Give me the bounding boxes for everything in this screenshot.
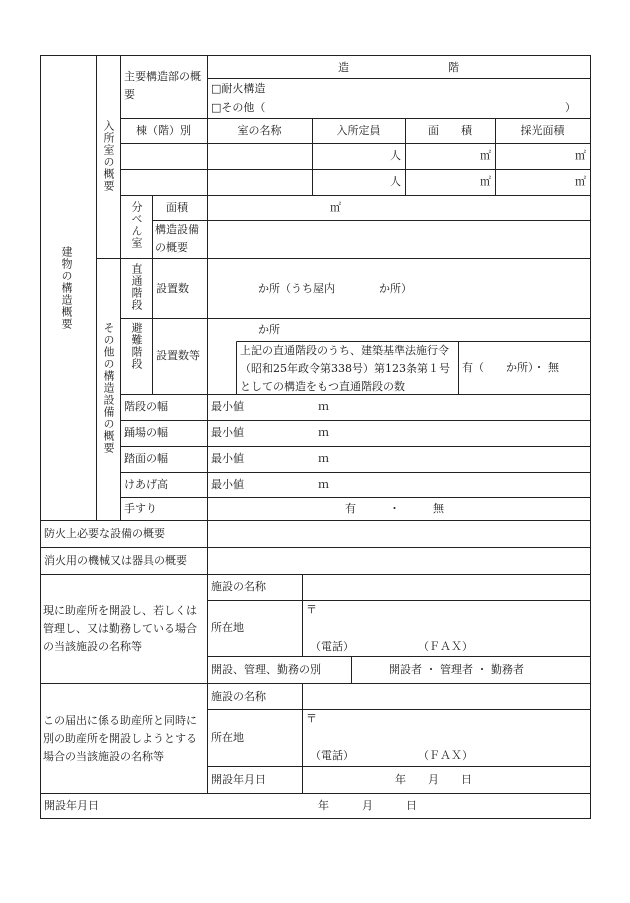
current-facility-postal-mark: 〒 xyxy=(306,603,317,616)
current-facility-label: 現に助産所を開設し、若しくは管理し、又は勤務している場合の当該施設の名称等 xyxy=(43,604,197,653)
room-row-1-area-unit: ㎡ xyxy=(480,149,491,162)
structure-floors-text: 造 階 xyxy=(338,61,459,74)
additional-facility-label: この届出に係る助産所と同時に別の助産所を開設しようとする場合の当該施設の名称等 xyxy=(43,714,197,763)
additional-facility-phone-label: （電話） xyxy=(310,749,354,762)
stair-width-unit: ｍ xyxy=(318,400,329,413)
room-row-2-capacity-unit: 人 xyxy=(390,175,401,188)
tread-width-prefix: 最小値 xyxy=(211,452,244,465)
other-structure-close-paren: ） xyxy=(565,101,576,114)
evac-note: 上記の直通階段のうち、建築基準法施行令（昭和25年政令第338号）第123条第１号としての構造をもつ直通階段の数 xyxy=(240,344,450,393)
delivery-facility-label: 構造設備の概要 xyxy=(155,223,199,254)
tread-width-label: 踏面の幅 xyxy=(124,452,168,465)
current-facility-address-label: 所在地 xyxy=(211,621,244,634)
stair-width-prefix: 最小値 xyxy=(211,400,244,413)
stair-width-label: 階段の幅 xyxy=(124,400,168,413)
room-row-2-area-unit: ㎡ xyxy=(480,175,491,188)
current-facility-phone-label: （電話） xyxy=(310,640,354,653)
current-facility-role-label: 開設、管理、勤務の別 xyxy=(211,663,321,676)
evac-exist-value: 有（ か所）・ 無 xyxy=(462,361,559,374)
current-facility-role-value[interactable]: 開設者 ・ 管理者 ・ 勤務者 xyxy=(389,663,524,676)
direct-count-label: 設置数 xyxy=(156,282,189,295)
fire-equipment-label: 防火上必要な設備の概要 xyxy=(44,527,165,540)
extinguisher-label: 消火用の機械又は器具の概要 xyxy=(44,554,187,567)
handrail-label: 手すり xyxy=(124,502,157,515)
additional-facility-postal-mark: 〒 xyxy=(306,712,317,725)
room-row-1-light-unit: ㎡ xyxy=(575,149,586,162)
room-header-light-area: 採光面積 xyxy=(520,124,565,137)
opening-date-value: 年 月 日 xyxy=(318,799,417,812)
additional-facility-date-value: 年 月 日 xyxy=(395,773,472,786)
room-row-1-capacity-unit: 人 xyxy=(390,149,401,162)
additional-facility-fax-label: （ＦＡＸ） xyxy=(418,749,473,762)
room-row-2-light-unit: ㎡ xyxy=(575,175,586,188)
delivery-room-label: 分べん室 xyxy=(130,201,143,249)
additional-facility-address-label: 所在地 xyxy=(211,731,244,744)
room-header-capacity: 入所定員 xyxy=(336,124,381,137)
current-facility-fax-label: （ＦＡＸ） xyxy=(418,640,473,653)
room-header-building: 棟（階）別 xyxy=(136,124,191,137)
landing-width-unit: ｍ xyxy=(318,426,329,439)
other-structure-checkbox[interactable]: □その他（ xyxy=(211,101,266,114)
direct-stair-label: 直通階段 xyxy=(130,263,143,311)
delivery-area-unit: ㎡ xyxy=(330,201,341,214)
current-facility-name-label: 施設の名称 xyxy=(211,580,266,593)
landing-width-label: 踊場の幅 xyxy=(124,426,168,439)
evac-count-value: か所 xyxy=(258,323,280,336)
room-header-name: 室の名称 xyxy=(237,124,282,137)
main-structure-label: 主要構造部の概要 xyxy=(124,70,201,101)
opening-date-label: 開設年月日 xyxy=(44,799,99,812)
evac-count-label: 設置数等 xyxy=(156,349,200,362)
room-header-area: 面 積 xyxy=(428,124,472,137)
handrail-value[interactable]: 有 ・ 無 xyxy=(345,502,444,515)
direct-count-value: か所（うち屋内 か所） xyxy=(258,282,412,295)
landing-width-prefix: 最小値 xyxy=(211,426,244,439)
fireproof-checkbox[interactable]: □耐火構造 xyxy=(211,82,266,95)
additional-facility-name-label: 施設の名称 xyxy=(211,690,266,703)
riser-height-unit: ｍ xyxy=(318,478,329,491)
riser-height-prefix: 最小値 xyxy=(211,478,244,491)
riser-height-label: けあげ高 xyxy=(124,478,168,491)
delivery-area-label: 面積 xyxy=(166,201,188,214)
building-structure-label: 建物の構造概要 xyxy=(60,246,73,330)
other-structure-label: その他の構造設備の概要 xyxy=(102,322,115,454)
additional-facility-date-label: 開設年月日 xyxy=(211,773,266,786)
evac-stair-label: 避難階段 xyxy=(130,322,143,370)
tread-width-unit: ｍ xyxy=(318,452,329,465)
room-overview-label: 入所室の概要 xyxy=(102,120,115,192)
